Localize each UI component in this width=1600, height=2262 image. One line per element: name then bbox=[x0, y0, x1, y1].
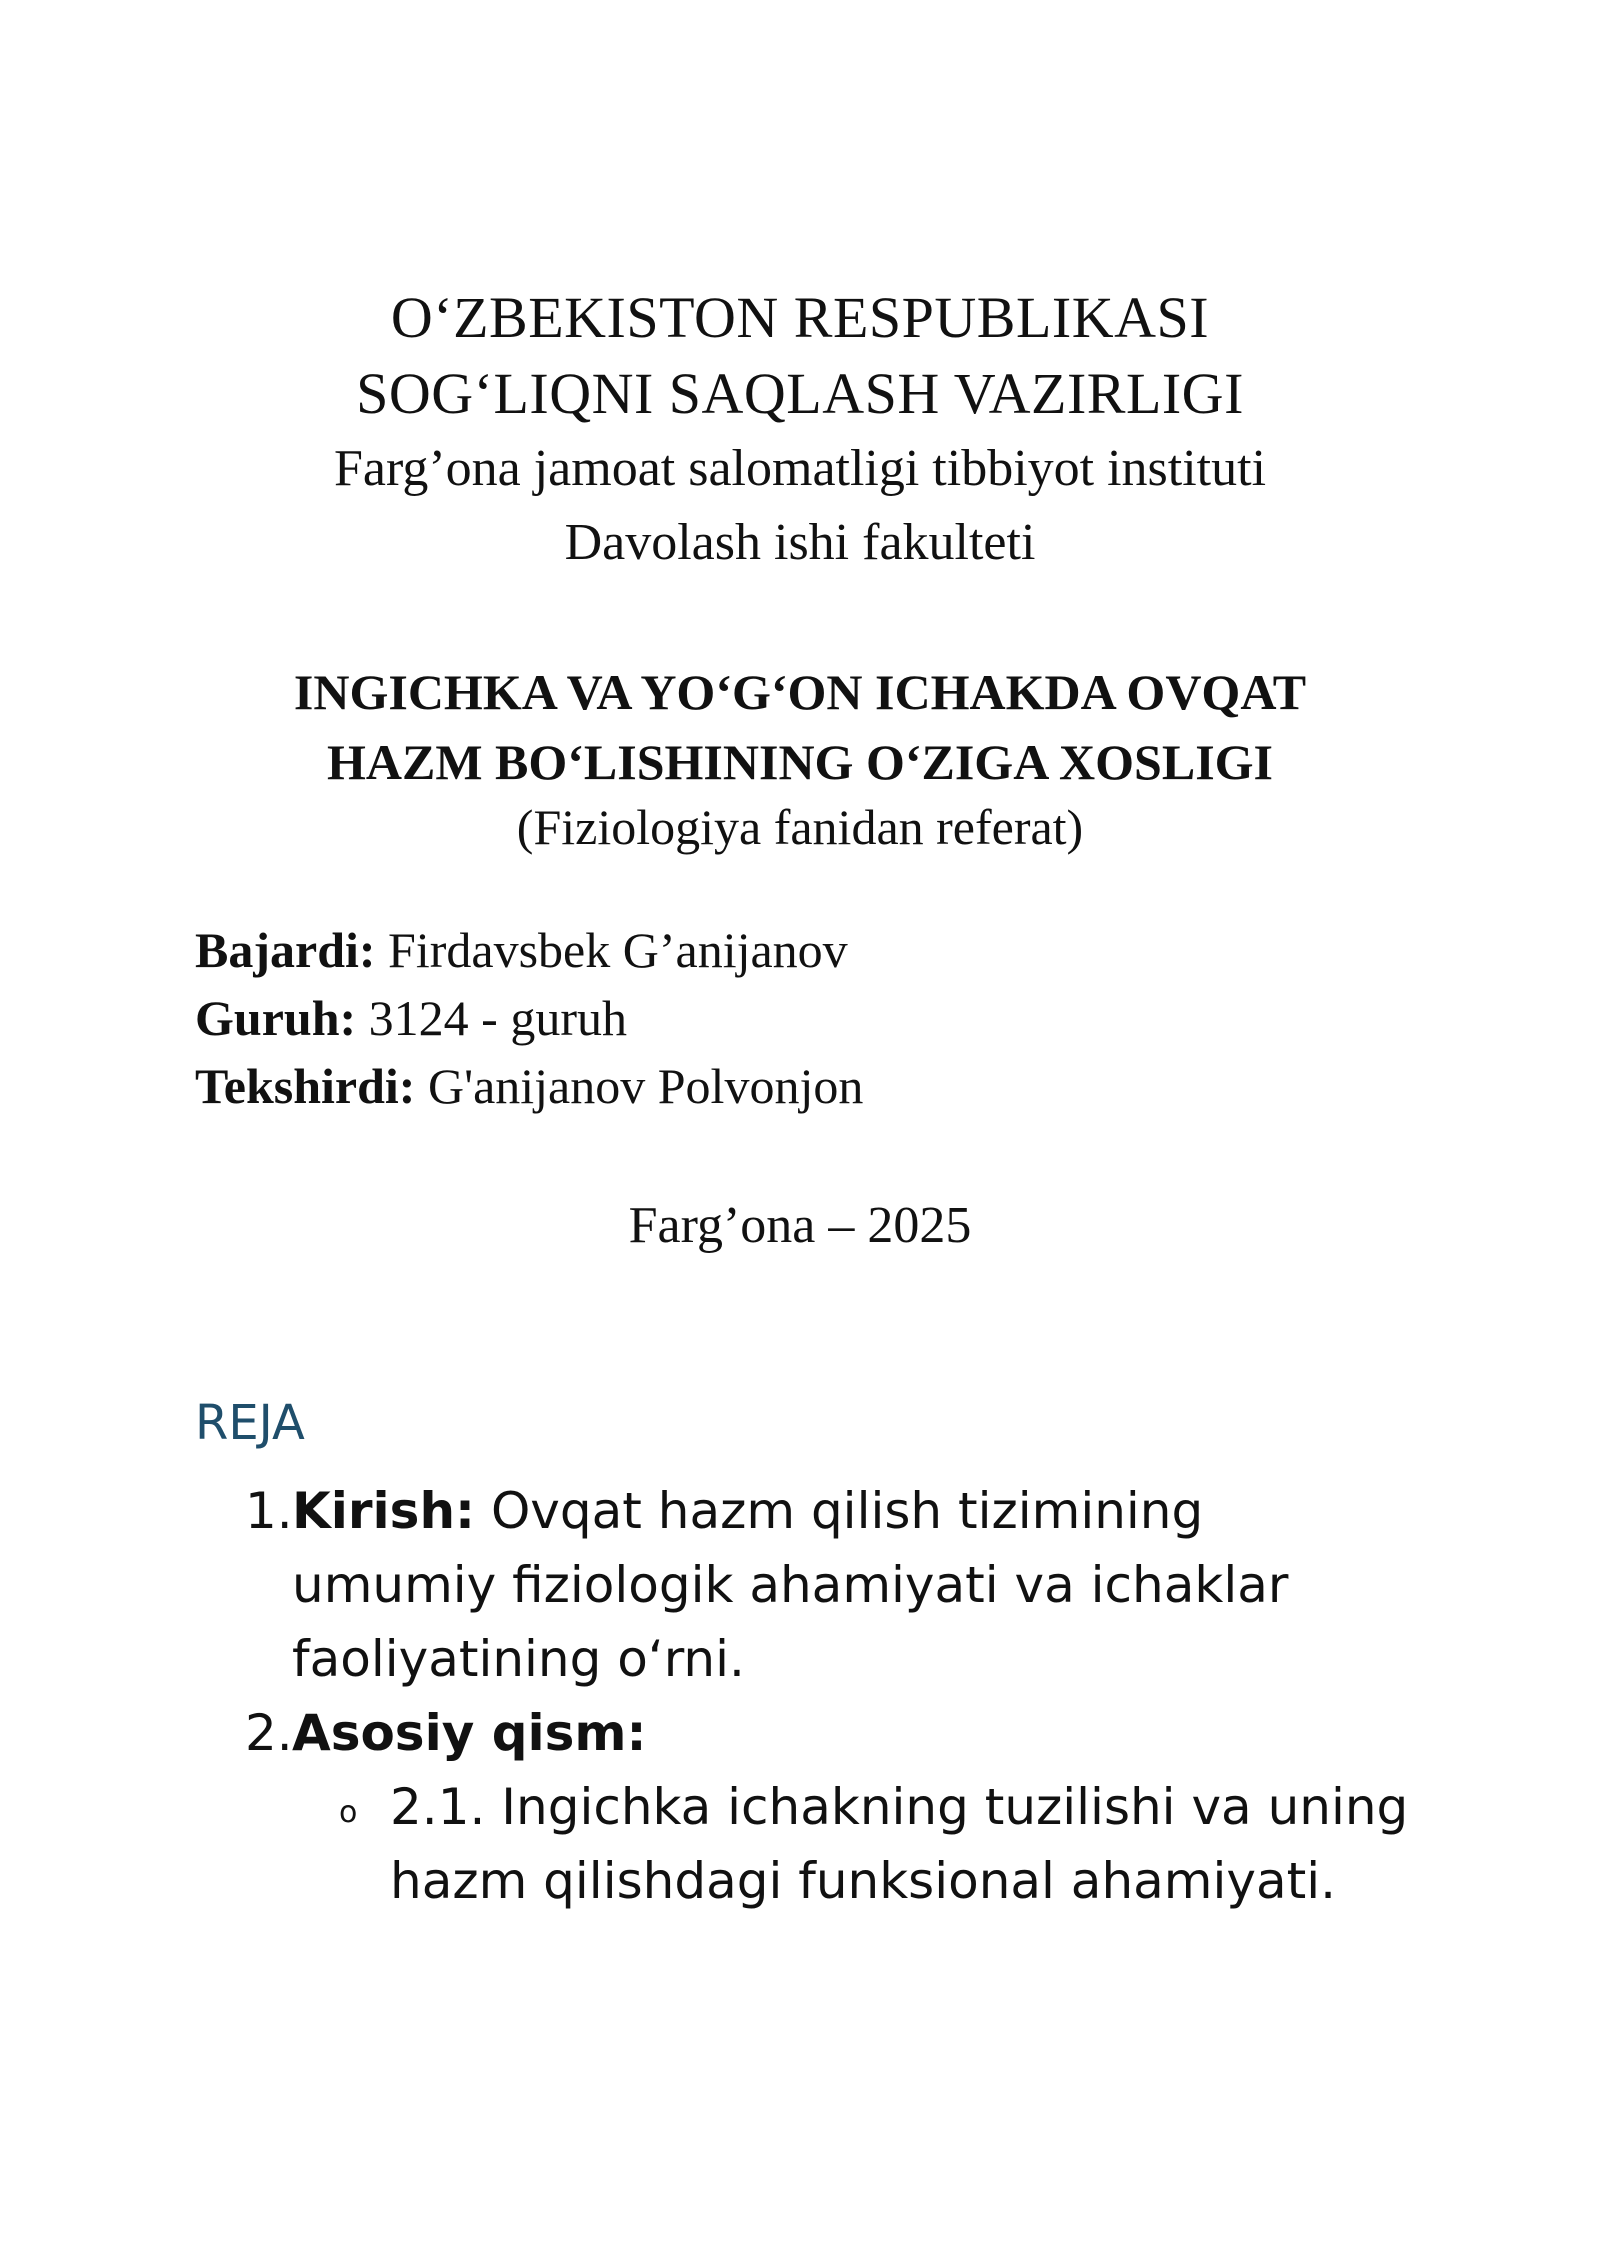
document-subtitle: (Fiziologiya fanidan referat) bbox=[516, 799, 1084, 855]
plan-list bbox=[0, 1474, 1600, 1918]
plan-item-line bbox=[292, 1474, 1392, 1548]
plan-item-text bbox=[292, 1696, 1392, 1770]
document-title bbox=[0, 652, 1600, 862]
plan-item-main-part bbox=[0, 1696, 1600, 1770]
performer-value: Firdavsbek G’anijanov bbox=[388, 922, 848, 978]
checker-value: G'anijanov Polvonjon bbox=[427, 1058, 864, 1114]
plan-item-number: 1. bbox=[245, 1482, 293, 1540]
group-label: Guruh: bbox=[195, 990, 357, 1046]
plan-item-line-2: umumiy fiziologik ahamiyati va ichaklar bbox=[292, 1556, 1289, 1614]
plan-subitem-line-2: hazm qilishdagi funksional ahamiyati. bbox=[390, 1852, 1336, 1910]
ministry-header bbox=[0, 280, 1600, 432]
author-info bbox=[195, 916, 1395, 1120]
group-value: 3124 - guruh bbox=[368, 990, 627, 1046]
plan-item-text bbox=[292, 1474, 1392, 1696]
plan-subitem-line-1: 2.1. Ingichka ichakning tuzilishi va uning bbox=[390, 1778, 1409, 1836]
performer-label: Bajardi: bbox=[195, 922, 376, 978]
title-line-1: INGICHKA VA YO‘G‘ON ICHAKDA OVQAT bbox=[293, 664, 1307, 720]
group-row bbox=[195, 984, 1395, 1052]
checker-row bbox=[195, 1052, 1395, 1120]
plan-subitem bbox=[0, 1770, 1600, 1918]
plan-item-line-3: faoliyatining o‘rni. bbox=[292, 1630, 745, 1688]
institute-header bbox=[0, 432, 1600, 580]
hollow-bullet-icon: o bbox=[339, 1795, 358, 1830]
plan-item-introduction bbox=[0, 1474, 1600, 1696]
performer-row bbox=[195, 916, 1395, 984]
plan-heading: REJA bbox=[195, 1395, 305, 1451]
plan-item-label: Kirish: bbox=[292, 1482, 476, 1540]
country-title: O‘ZBEKISTON RESPUBLIKASI bbox=[390, 285, 1210, 350]
plan-subitem-text bbox=[390, 1770, 1440, 1918]
plan-item-line-1: Ovqat hazm qilish tizimining bbox=[490, 1482, 1204, 1540]
ministry-title: SOG‘LIQNI SAQLASH VAZIRLIGI bbox=[356, 361, 1244, 426]
plan-item-label: Asosiy qism: bbox=[292, 1704, 647, 1762]
plan-item-number: 2. bbox=[245, 1704, 293, 1762]
title-line-2: HAZM BO‘LISHINING O‘ZIGA XOSLIGI bbox=[326, 734, 1274, 790]
institute-name: Farg’ona jamoat salomatligi tibbiyot instituti bbox=[333, 440, 1267, 497]
place-year: Farg’ona – 2025 bbox=[628, 1197, 972, 1254]
checker-label: Tekshirdi: bbox=[195, 1058, 416, 1114]
faculty-name: Davolash ishi fakulteti bbox=[564, 514, 1036, 571]
